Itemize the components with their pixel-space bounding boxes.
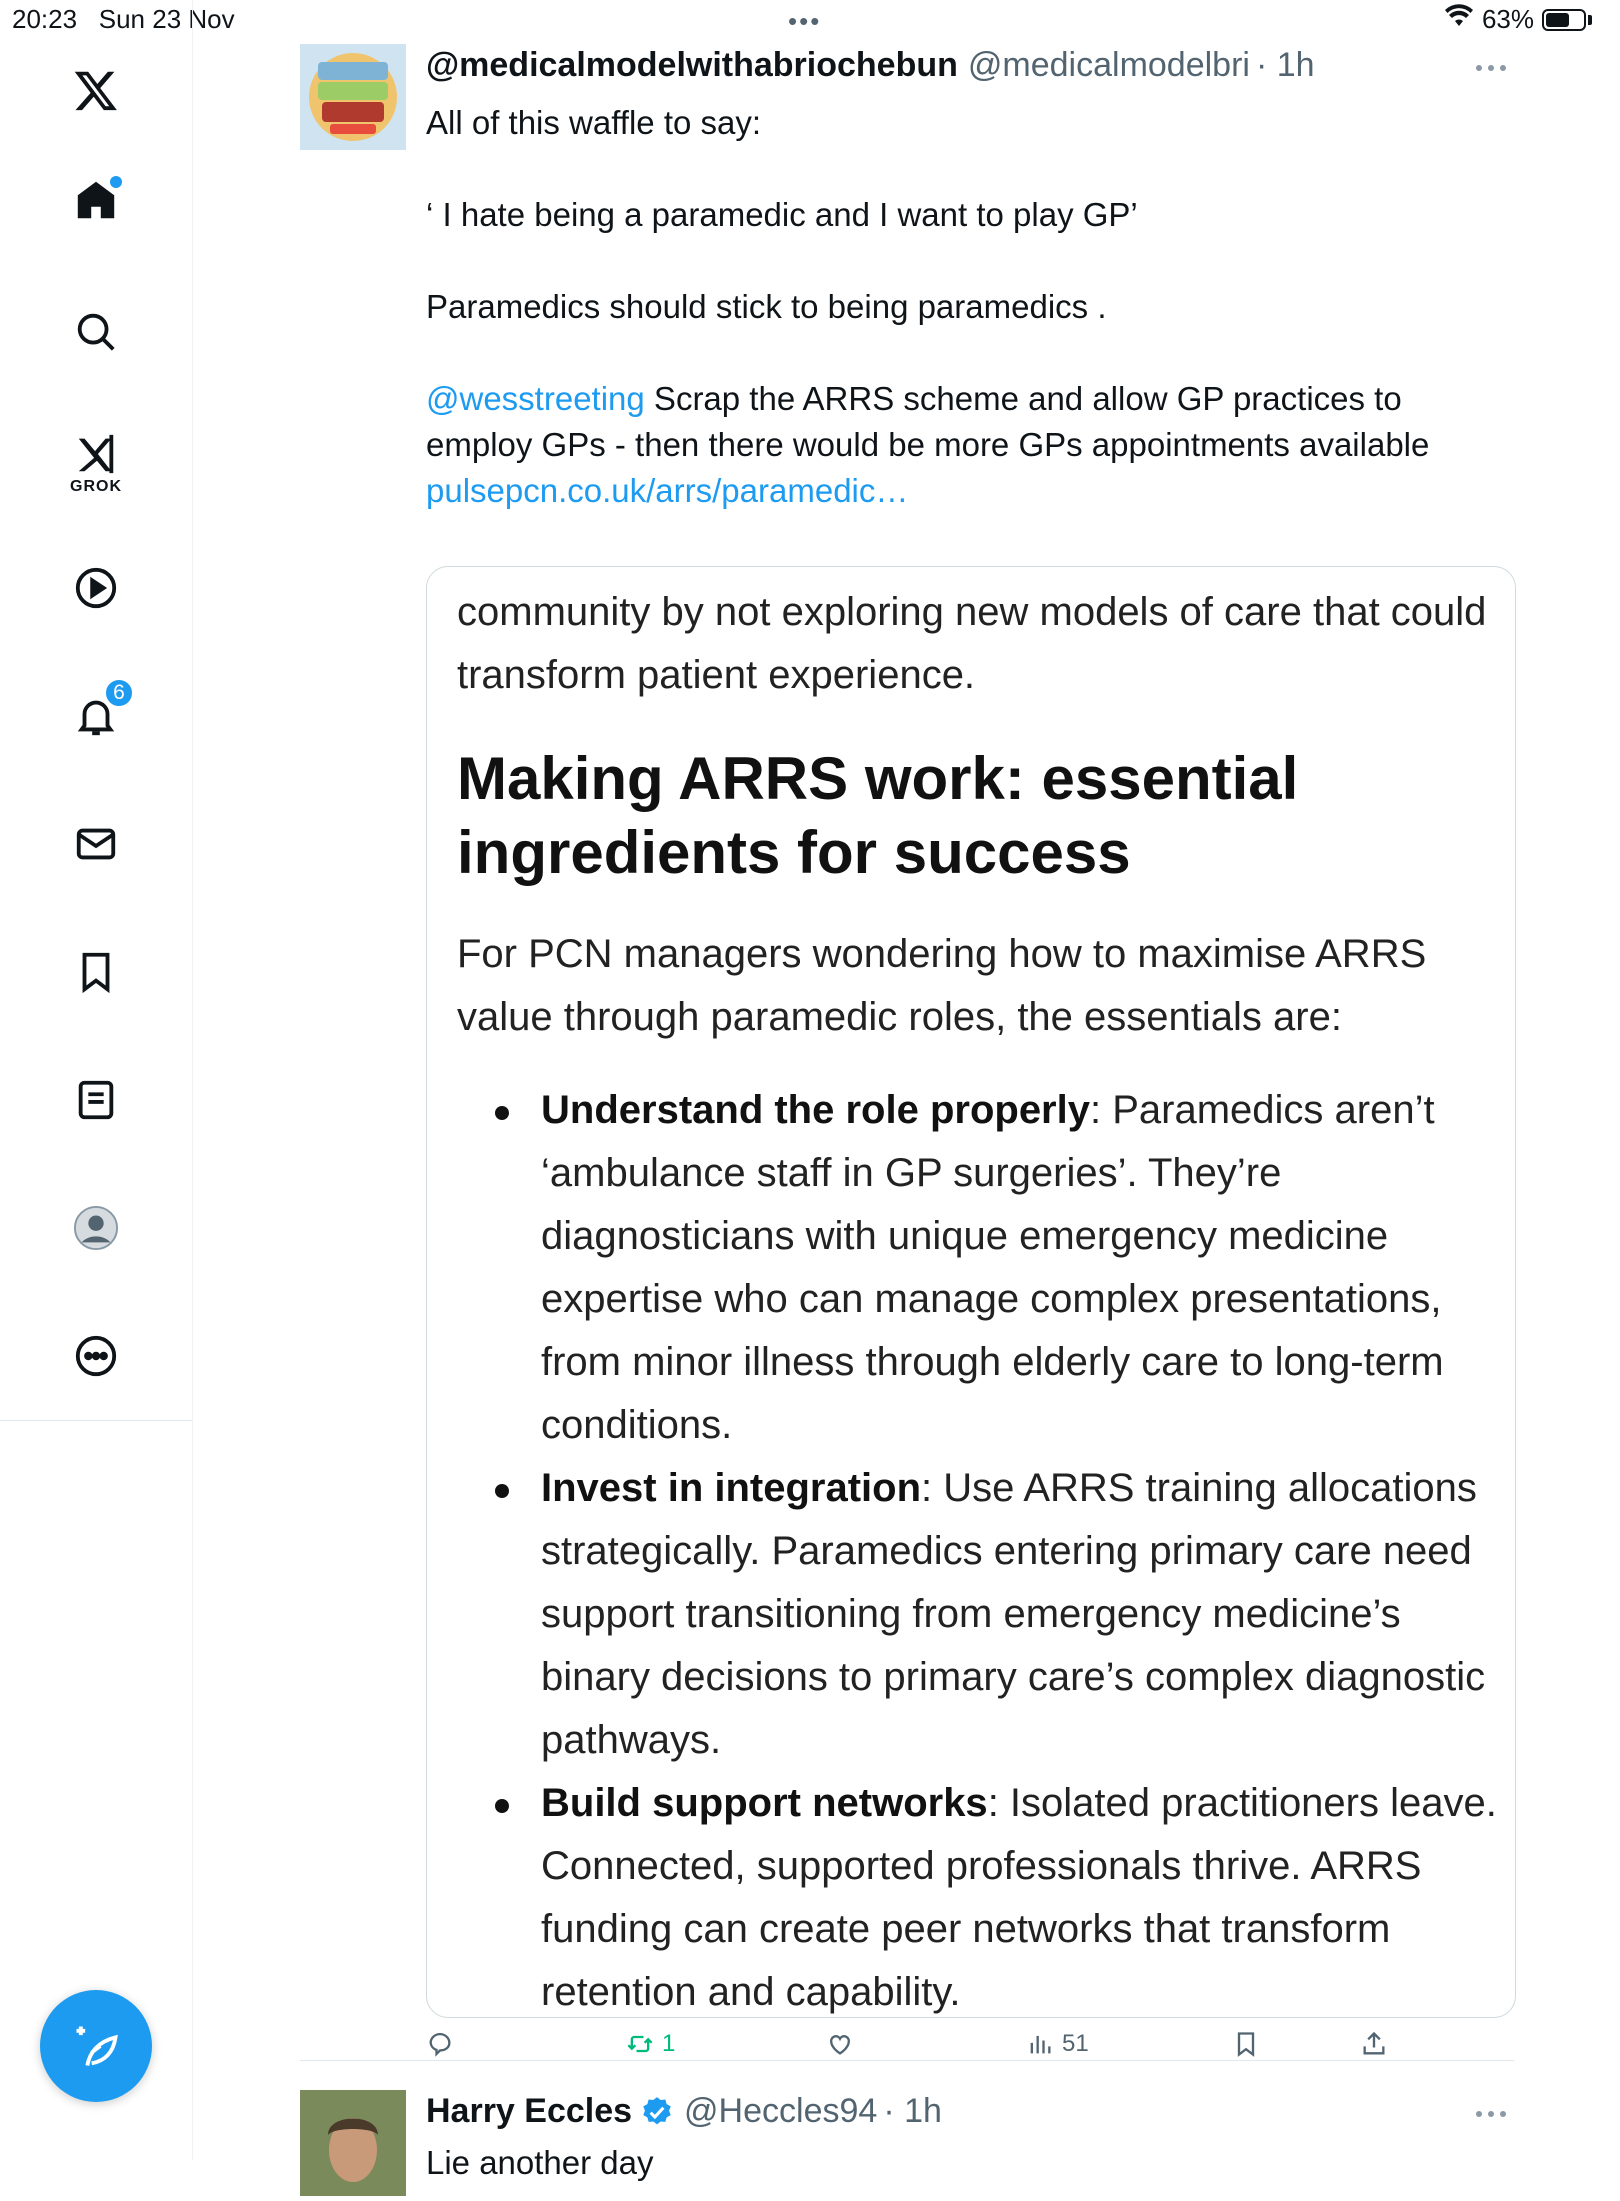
item-text: : Use ARRS training allocations strategically. Paramedics entering primary care need support transitioning from emergency medicine’s binary decisions to primary care’s complex diagnostic pathways.: [541, 1466, 1486, 1762]
search-icon[interactable]: [70, 306, 122, 358]
battery-nub: [1588, 15, 1592, 25]
tweet[interactable]: [300, 2090, 1514, 2181]
sidebar-divider: [0, 1420, 192, 1421]
item-title: Understand the role properly: [541, 1088, 1090, 1132]
author-handle[interactable]: @medicalmodelbri: [967, 46, 1250, 84]
user-photo-icon: [300, 2090, 406, 2196]
article-paragraph: For PCN managers wondering how to maximise ARRS value through paramedic roles, the essentials are:: [457, 932, 1427, 1039]
tweet-line-text: Scrap the ARRS scheme and allow GP practices to employ GPs - then there would be more GPs appointments available: [426, 380, 1430, 463]
notifications-bell-icon[interactable]: [70, 681, 125, 742]
item-text: : Isolated practitioners leave. Connected, supported professionals thrive. ARRS funding can create peer networks that transform retention and capability.: [541, 1781, 1497, 2014]
item-title: Invest in integration: [541, 1466, 922, 1510]
battery-icon: [1542, 9, 1586, 31]
battery-fill: [1546, 13, 1569, 27]
share-icon: [1360, 2030, 1388, 2058]
views-button[interactable]: [1026, 2030, 1089, 2058]
bullet: [495, 1106, 509, 1120]
author-display-name[interactable]: Harry Eccles: [426, 2092, 633, 2130]
tweet-text: [426, 100, 1486, 514]
battery-percent: 63%: [1481, 4, 1534, 34]
tweet-line: All of this waffle to say:: [426, 104, 762, 141]
lists-icon[interactable]: [70, 1074, 122, 1126]
profile-avatar-icon[interactable]: [70, 1202, 122, 1254]
bookmark-icon: [1232, 2030, 1260, 2058]
multitasking-dots-icon[interactable]: •••: [788, 6, 822, 36]
avatar[interactable]: [300, 2090, 406, 2196]
author-handle[interactable]: @Heccles94: [684, 2092, 878, 2130]
tweet-line: Paramedics should stick to being paramedics .: [426, 288, 1107, 325]
article-heading: Making ARRS work: essential ingredients for success: [457, 745, 1299, 886]
article-list-item: [457, 1457, 1497, 1772]
home-icon[interactable]: [70, 174, 122, 226]
tweet-header: [426, 2092, 942, 2131]
tweet-header: [426, 46, 1315, 85]
messages-icon[interactable]: [70, 818, 122, 870]
compose-feather-icon: [70, 2020, 122, 2072]
heart-icon: [826, 2030, 854, 2058]
article-intro: community by not exploring new models of care that could transform patient experience.: [457, 590, 1487, 697]
article-list-item: [457, 1079, 1497, 1457]
share-button[interactable]: [1360, 2030, 1388, 2058]
avatar[interactable]: [300, 44, 406, 150]
bookmark-button[interactable]: [1232, 2030, 1260, 2058]
repost-button[interactable]: [626, 2030, 675, 2058]
article-list-item: [457, 1772, 1497, 2024]
post-more-icon[interactable]: [1474, 60, 1508, 78]
bookmarks-icon[interactable]: [70, 946, 122, 998]
notification-badge: 6: [104, 678, 134, 708]
sidebar: [0, 0, 193, 2160]
reply-button[interactable]: [426, 2030, 454, 2058]
bullet: [495, 1799, 509, 1813]
mention-link[interactable]: @wesstreeting: [426, 380, 645, 417]
tweet-text: Lie another day: [426, 2144, 654, 2181]
date: Sun 23 Nov: [98, 4, 235, 34]
item-text: : Paramedics aren’t ‘ambulance staff in GP surgeries’. They’re diagnosticians with unique emergency medicine expertise who can manage complex presentations, from minor illness through elderly care to long-term conditions.: [541, 1088, 1444, 1447]
more-options-icon[interactable]: [70, 1330, 122, 1382]
bullet: [495, 1484, 509, 1498]
compose-post-button[interactable]: [40, 1990, 152, 2102]
general-medical-council-logo-icon: [300, 44, 406, 150]
grok-label: GROK: [70, 478, 122, 495]
url-link[interactable]: pulsepcn.co.uk/arrs/paramedic…: [426, 472, 909, 509]
verified-badge-icon: [640, 2095, 674, 2129]
video-icon[interactable]: [70, 562, 122, 614]
tweet-line: ‘ I hate being a paramedic and I want to play GP’: [426, 196, 1138, 233]
repost-count: 1: [662, 2030, 676, 2057]
author-display-name[interactable]: @medicalmodelwithabriochebun: [426, 46, 958, 84]
grok-icon[interactable]: [70, 428, 122, 480]
post-time[interactable]: · 1h: [883, 2092, 942, 2130]
post-time[interactable]: · 1h: [1255, 46, 1315, 84]
post-more-icon[interactable]: [1474, 2106, 1508, 2124]
views-count: 51: [1062, 2030, 1089, 2057]
action-bar: [426, 2030, 1426, 2074]
reply-icon: [426, 2030, 454, 2058]
attached-image[interactable]: [426, 566, 1516, 2018]
status-right: [1444, 4, 1592, 35]
tweet-line: [426, 468, 1486, 514]
home-unread-dot: [110, 176, 122, 188]
views-icon: [1026, 2030, 1054, 2058]
tweet[interactable]: [300, 44, 1514, 2057]
wifi-icon: [1444, 4, 1474, 35]
item-title: Build support networks: [541, 1781, 988, 1825]
clock: 20:23: [12, 4, 78, 34]
tweet-line: [426, 376, 1486, 468]
article-list: [457, 1079, 1497, 2024]
status-bar: [0, 0, 1620, 40]
repost-icon: [626, 2030, 654, 2058]
x-logo-icon[interactable]: [70, 64, 122, 116]
like-button[interactable]: [826, 2030, 854, 2058]
post-divider: [300, 2060, 1514, 2061]
